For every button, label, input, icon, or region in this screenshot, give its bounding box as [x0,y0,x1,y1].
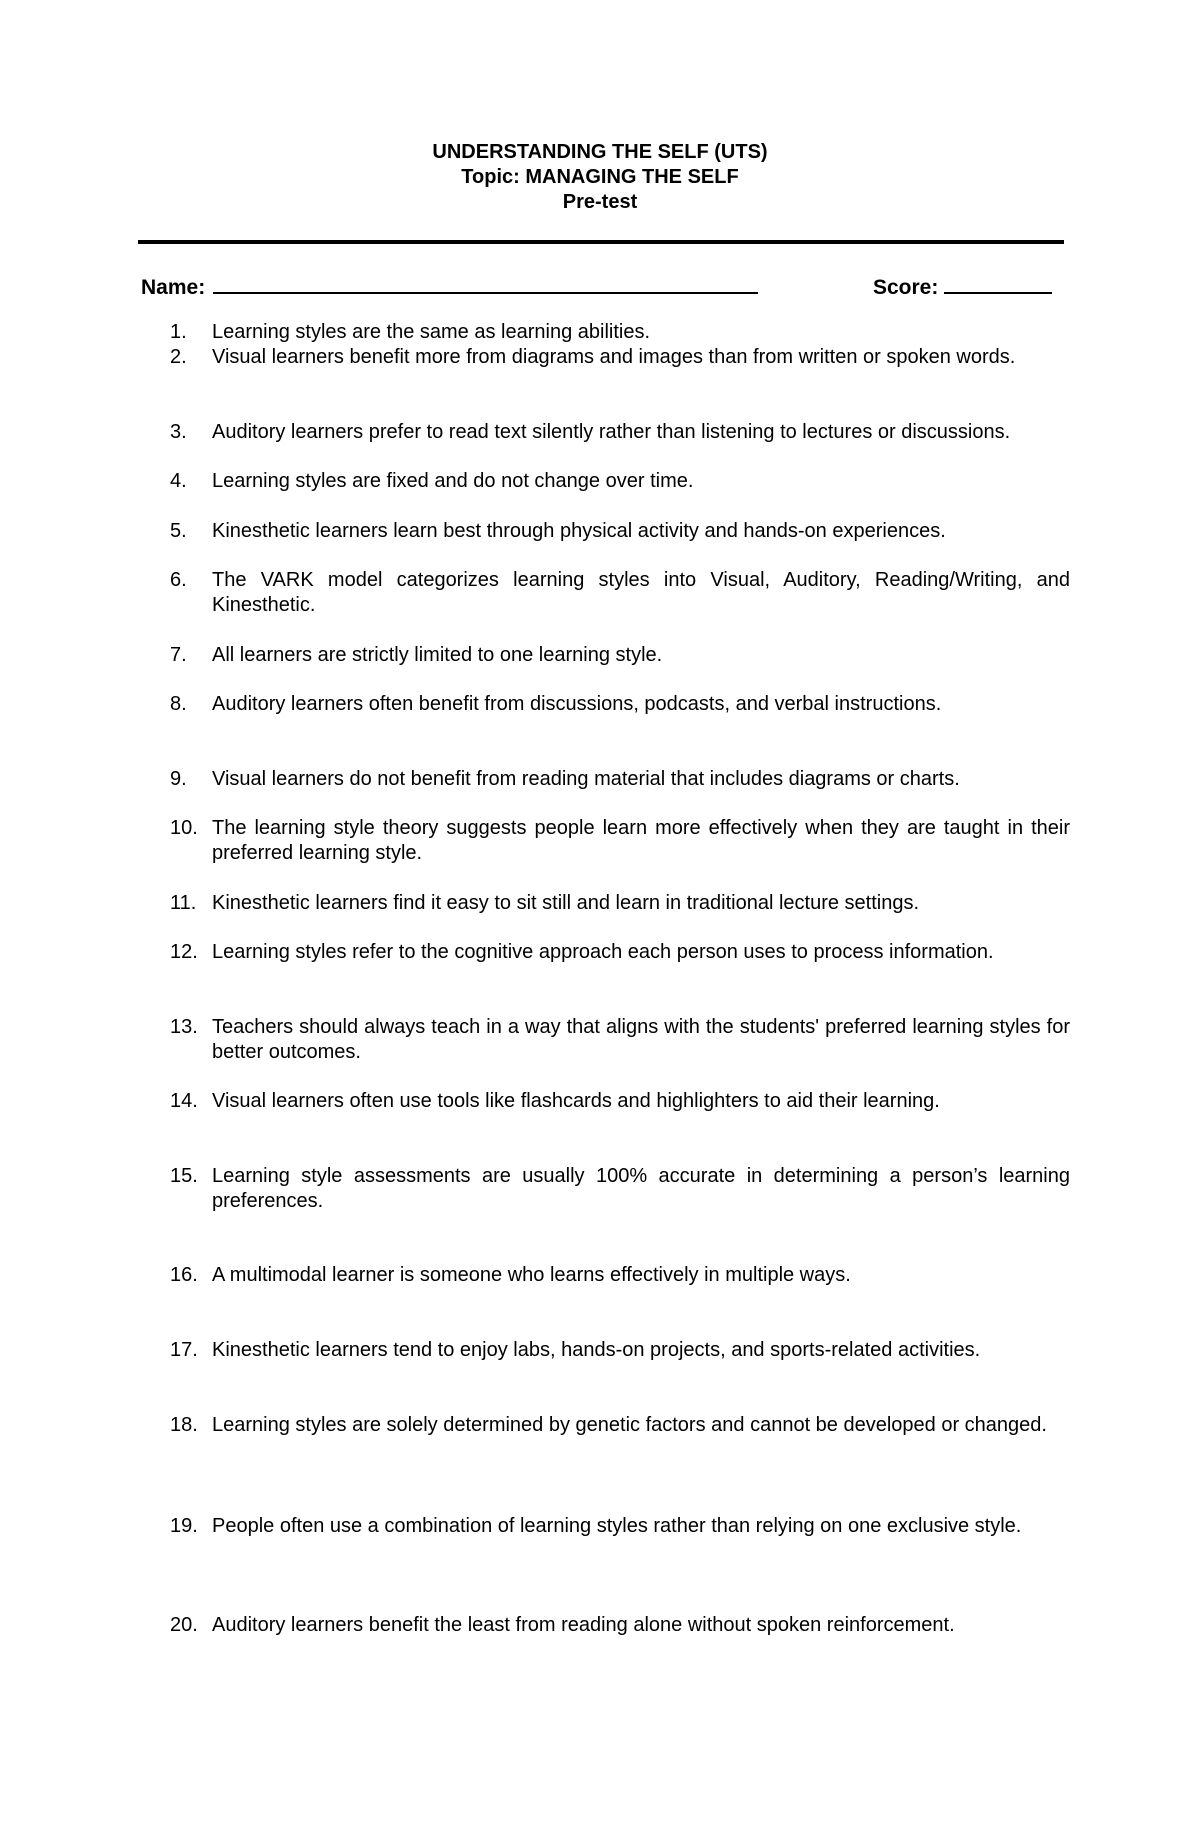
question-number: 16. [170,1264,198,1286]
question-number: 8. [170,693,187,715]
question-item [170,1613,1070,1638]
question-text: Learning style assessments are usually 100% accurate in determining a person’s learning preferences. [212,1165,1070,1212]
question-item [170,469,1070,494]
question-text: Kinesthetic learners learn best through physical activity and hands-on experiences. [212,520,946,542]
document-subtitle: Pre-test [562,191,638,213]
question-number: 4. [170,470,187,492]
question-item [170,345,1070,370]
question-text: Learning styles are fixed and do not change over time. [212,470,694,492]
question-item [170,1015,1070,1065]
document-topic: Topic: MANAGING THE SELF [461,166,739,188]
question-text: Learning styles are solely determined by genetic factors and cannot be developed or changed. [212,1414,1047,1436]
question-text: All learners are strictly limited to one learning style. [212,644,663,666]
question-number: 9. [170,768,187,790]
question-item [170,1089,1070,1114]
question-number: 7. [170,644,187,666]
question-item [170,891,1070,916]
question-number: 13. [170,1016,198,1038]
question-item [170,816,1070,866]
question-number: 6. [170,569,187,591]
question-item [170,1164,1070,1214]
question-item [170,320,1070,345]
question-text: Auditory learners often benefit from discussions, podcasts, and verbal instructions. [212,693,942,715]
question-text: The VARK model categorizes learning styles into Visual, Auditory, Reading/Writing, and Kinesthetic. [212,569,1070,616]
question-number: 20. [170,1614,198,1636]
question-text: Kinesthetic learners find it easy to sit still and learn in traditional lecture settings. [212,892,920,914]
question-text: The learning style theory suggests people learn more effectively when they are taught in their preferred learning style. [212,817,1070,864]
header-divider [138,240,1064,244]
question-item [170,1514,1070,1539]
question-number: 3. [170,421,187,443]
question-item [170,767,1070,792]
question-item [170,692,1070,717]
question-item [170,643,1070,668]
question-text: A multimodal learner is someone who learns effectively in multiple ways. [212,1264,851,1286]
question-item [170,1413,1070,1438]
question-text: Auditory learners prefer to read text silently rather than listening to lectures or discussions. [212,421,1011,443]
question-item [170,1338,1070,1363]
question-number: 11. [170,892,197,914]
question-text: Visual learners benefit more from diagrams and images than from written or spoken words. [212,346,1016,368]
question-text: Kinesthetic learners tend to enjoy labs, hands-on projects, and sports-related activities. [212,1339,981,1361]
document-title: UNDERSTANDING THE SELF (UTS) [432,141,768,163]
question-text: Auditory learners benefit the least from reading alone without spoken reinforcement. [212,1614,955,1636]
name-label: Name: [141,276,206,299]
document-header [0,140,1200,215]
question-number: 10. [170,817,198,839]
question-number: 12. [170,941,198,963]
score-field [873,270,1052,300]
question-text: Visual learners often use tools like flashcards and highlighters to aid their learning. [212,1090,940,1112]
question-text: Learning styles are the same as learning abilities. [212,321,651,343]
question-number: 5. [170,520,187,542]
question-text: Visual learners do not benefit from reading material that includes diagrams or charts. [212,768,960,790]
question-item [170,1263,1070,1288]
question-number: 1. [170,321,187,343]
name-blank-line [213,270,758,294]
question-number: 17. [170,1339,198,1361]
question-text: People often use a combination of learning styles rather than relying on one exclusive style. [212,1515,1022,1537]
question-item [170,519,1070,544]
score-label: Score: [873,276,939,299]
question-item [170,940,1070,965]
question-number: 14. [170,1090,198,1112]
question-text: Learning styles refer to the cognitive approach each person uses to process information. [212,941,994,963]
question-number: 18. [170,1414,198,1436]
question-item [170,420,1070,445]
score-blank-line [944,270,1052,294]
question-item [170,568,1070,618]
name-field [141,270,758,300]
question-number: 19. [170,1515,198,1537]
question-text: Teachers should always teach in a way that aligns with the students' preferred learning styles for better outcomes. [212,1016,1070,1063]
question-number: 2. [170,346,187,368]
question-number: 15. [170,1165,198,1187]
